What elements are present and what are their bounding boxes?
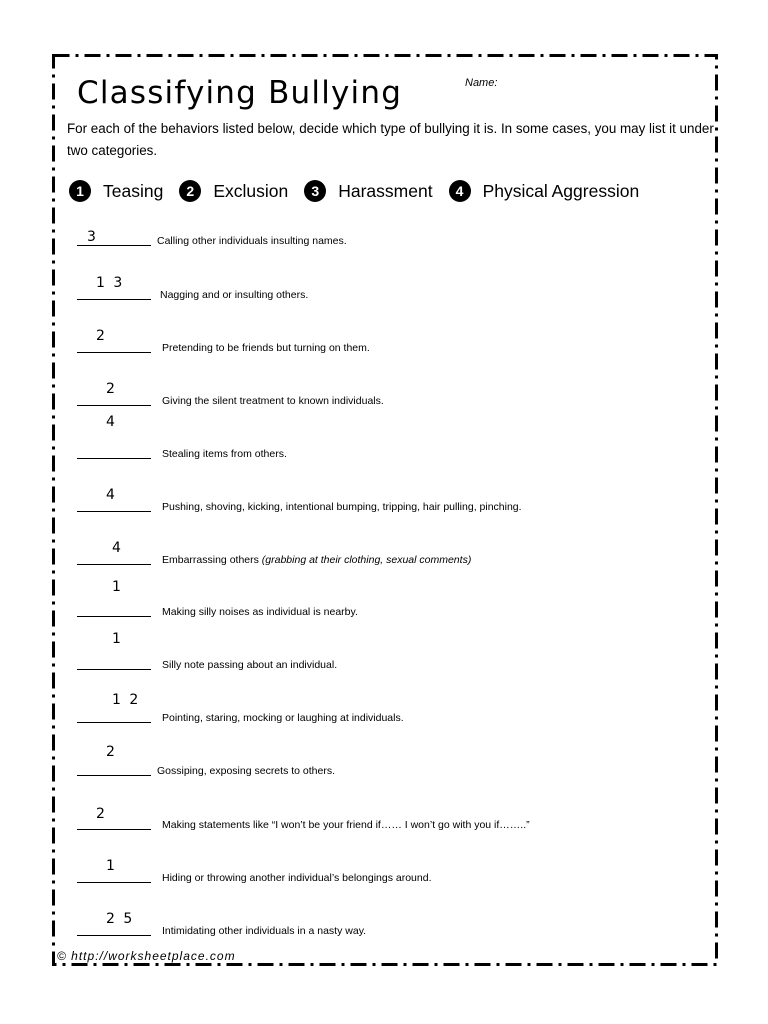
behavior-text: Pointing, staring, mocking or laughing at individuals. (162, 712, 404, 724)
behavior-text: Pushing, shoving, kicking, intentional bumping, tripping, hair pulling, pinching. (162, 501, 522, 513)
behavior-text: Stealing items from others. (162, 448, 287, 460)
category-label: Exclusion (213, 180, 289, 201)
answer-blank-line (77, 564, 151, 565)
answer-blank-line (77, 882, 151, 883)
behavior-text: Making silly noises as individual is nearby. (162, 606, 358, 618)
answer-blank-line (77, 669, 151, 670)
name-label: Name: (465, 77, 498, 89)
answer-value[interactable]: 1 (112, 631, 123, 647)
answer-value[interactable]: 2 (96, 328, 107, 344)
behavior-text: Pretending to be friends but turning on them. (162, 342, 370, 354)
answer-value[interactable]: 1 (112, 579, 123, 595)
behavior-text: Nagging and or insulting others. (160, 289, 309, 301)
behavior-text: Hiding or throwing another individual’s belongings around. (162, 872, 432, 884)
behavior-text: Gossiping, exposing secrets to others. (157, 765, 336, 777)
category-label: Physical Aggression (482, 180, 640, 201)
answer-value[interactable]: 2 (106, 381, 117, 397)
answer-blank-line (77, 829, 151, 830)
answer-blank-line (77, 616, 151, 617)
category-label: Harassment (338, 180, 433, 201)
answer-value[interactable]: 2 (106, 744, 117, 760)
answer-value[interactable]: 4 (112, 540, 123, 556)
category-exclusion (179, 180, 288, 202)
instructions: For each of the behaviors listed below, decide which type of bullying it is. In some cases, you may list it under two categories. (67, 121, 714, 158)
behavior-text (162, 554, 471, 566)
answer-value[interactable]: 4 (106, 414, 117, 430)
answer-value[interactable]: 2 (96, 806, 107, 822)
behavior-text: Giving the silent treatment to known individuals. (162, 395, 384, 407)
answer-value[interactable]: 1 (106, 858, 117, 874)
copyright-footer: © http://worksheetplace.com (57, 949, 236, 963)
answer-blank-line (77, 458, 151, 459)
category-teasing (69, 180, 163, 202)
category-number-badge: 4 (449, 180, 471, 202)
worksheet-title: Classifying Bullying (77, 75, 403, 111)
answer-value[interactable]: 3 (87, 229, 98, 245)
answer-blank-line (77, 722, 151, 723)
behavior-text-extra: (grabbing at their clothing, sexual comments) (261, 554, 472, 566)
answer-blank-line (77, 775, 151, 776)
category-legend (69, 178, 655, 204)
behavior-text: Calling other individuals insulting names. (157, 235, 347, 247)
answer-blank-line (77, 511, 151, 512)
answer-value[interactable]: 1 3 (96, 275, 125, 291)
category-number-badge: 2 (179, 180, 201, 202)
category-harassment (304, 180, 432, 202)
behavior-text-main: Embarrassing others (162, 554, 262, 566)
behavior-text: Silly note passing about an individual. (162, 659, 338, 671)
answer-blank-line (77, 352, 151, 353)
answer-blank-line (77, 299, 151, 300)
category-physical-aggression (449, 180, 640, 202)
category-label: Teasing (103, 180, 164, 201)
behavior-text: Intimidating other individuals in a nasty way. (162, 925, 367, 937)
answer-value[interactable]: 1 2 (112, 692, 141, 708)
answer-value[interactable]: 2 5 (106, 911, 135, 927)
category-number-badge: 1 (69, 180, 91, 202)
answer-blank-line (77, 935, 151, 936)
answer-value[interactable]: 4 (106, 487, 117, 503)
behavior-text: Making statements like “I won’t be your friend if…… I won’t go with you if……..” (162, 819, 530, 831)
category-number-badge: 3 (304, 180, 326, 202)
answer-blank-line (77, 405, 151, 406)
answer-blank-line (77, 245, 151, 246)
